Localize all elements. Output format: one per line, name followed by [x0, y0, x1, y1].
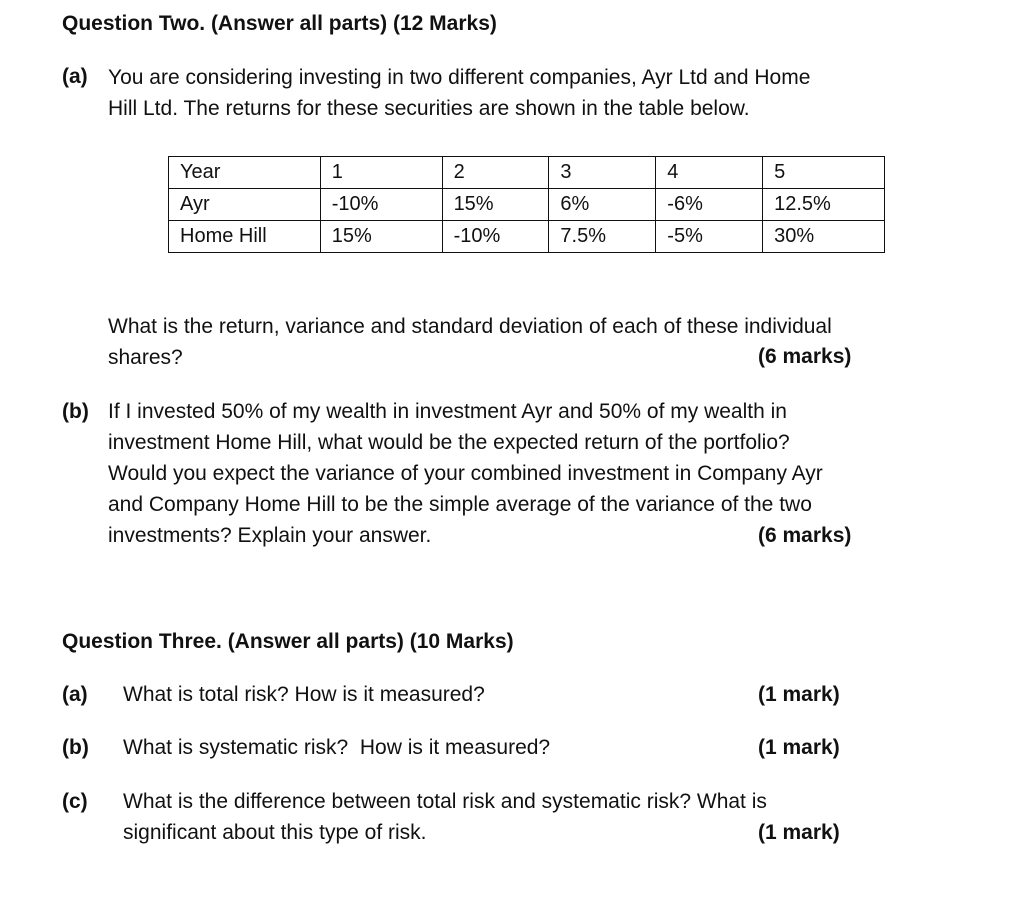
q3-b-text: What is systematic risk? How is it measured? — [123, 736, 551, 759]
q3-part-b-label: (b) — [62, 736, 89, 759]
table-cell: -10% — [320, 189, 442, 221]
q3-b-marks: (1 mark) — [758, 736, 840, 759]
q3-c-line-2: significant about this type of risk. — [123, 821, 427, 844]
table-cell: 7.5% — [549, 221, 656, 253]
q2-b-marks: (6 marks) — [758, 524, 852, 547]
table-cell: -5% — [656, 221, 763, 253]
table-row-year — [169, 157, 885, 189]
q3-c-line-1: What is the difference between total risk and systematic risk? What is — [123, 790, 767, 813]
q3-a-marks: (1 mark) — [758, 683, 840, 706]
table-cell: -6% — [656, 189, 763, 221]
table-cell: Home Hill — [169, 221, 321, 253]
q2-b-line-2: investment Home Hill, what would be the expected return of the portfolio? — [108, 431, 790, 454]
question-three-heading: Question Three. (Answer all parts) (10 Marks) — [62, 630, 514, 653]
table-cell: 15% — [442, 189, 549, 221]
returns-table — [168, 156, 885, 253]
table-cell: 5 — [763, 157, 885, 189]
table-cell: Year — [169, 157, 321, 189]
q2-a-marks: (6 marks) — [758, 345, 852, 368]
table-cell: -10% — [442, 221, 549, 253]
question-two-heading: Question Two. (Answer all parts) (12 Marks) — [62, 12, 497, 35]
table-cell: Ayr — [169, 189, 321, 221]
table-row-home-hill — [169, 221, 885, 253]
q2-b-line-3: Would you expect the variance of your combined investment in Company Ayr — [108, 462, 823, 485]
q3-part-c-label: (c) — [62, 790, 88, 813]
q3-a-text: What is total risk? How is it measured? — [123, 683, 485, 706]
table-cell: 15% — [320, 221, 442, 253]
q2-a-intro-line-2: Hill Ltd. The returns for these securities are shown in the table below. — [108, 97, 750, 120]
table-cell: 2 — [442, 157, 549, 189]
q2-b-line-1: If I invested 50% of my wealth in investment Ayr and 50% of my wealth in — [108, 400, 787, 423]
q2-b-line-4: and Company Home Hill to be the simple average of the variance of the two — [108, 493, 812, 516]
q2-part-a-label: (a) — [62, 65, 88, 88]
q2-part-b-label: (b) — [62, 400, 89, 423]
table-cell: 12.5% — [763, 189, 885, 221]
table-cell: 30% — [763, 221, 885, 253]
table-cell: 4 — [656, 157, 763, 189]
q3-part-a-label: (a) — [62, 683, 88, 706]
table-cell: 6% — [549, 189, 656, 221]
table-row-ayr — [169, 189, 885, 221]
q2-a-question-line-1: What is the return, variance and standard deviation of each of these individual — [108, 315, 832, 338]
q2-b-line-5: investments? Explain your answer. — [108, 524, 432, 547]
q3-c-marks: (1 mark) — [758, 821, 840, 844]
table-cell: 1 — [320, 157, 442, 189]
q2-a-intro-line-1: You are considering investing in two different companies, Ayr Ltd and Home — [108, 66, 811, 89]
table-cell: 3 — [549, 157, 656, 189]
q2-a-question-line-2: shares? — [108, 346, 183, 369]
